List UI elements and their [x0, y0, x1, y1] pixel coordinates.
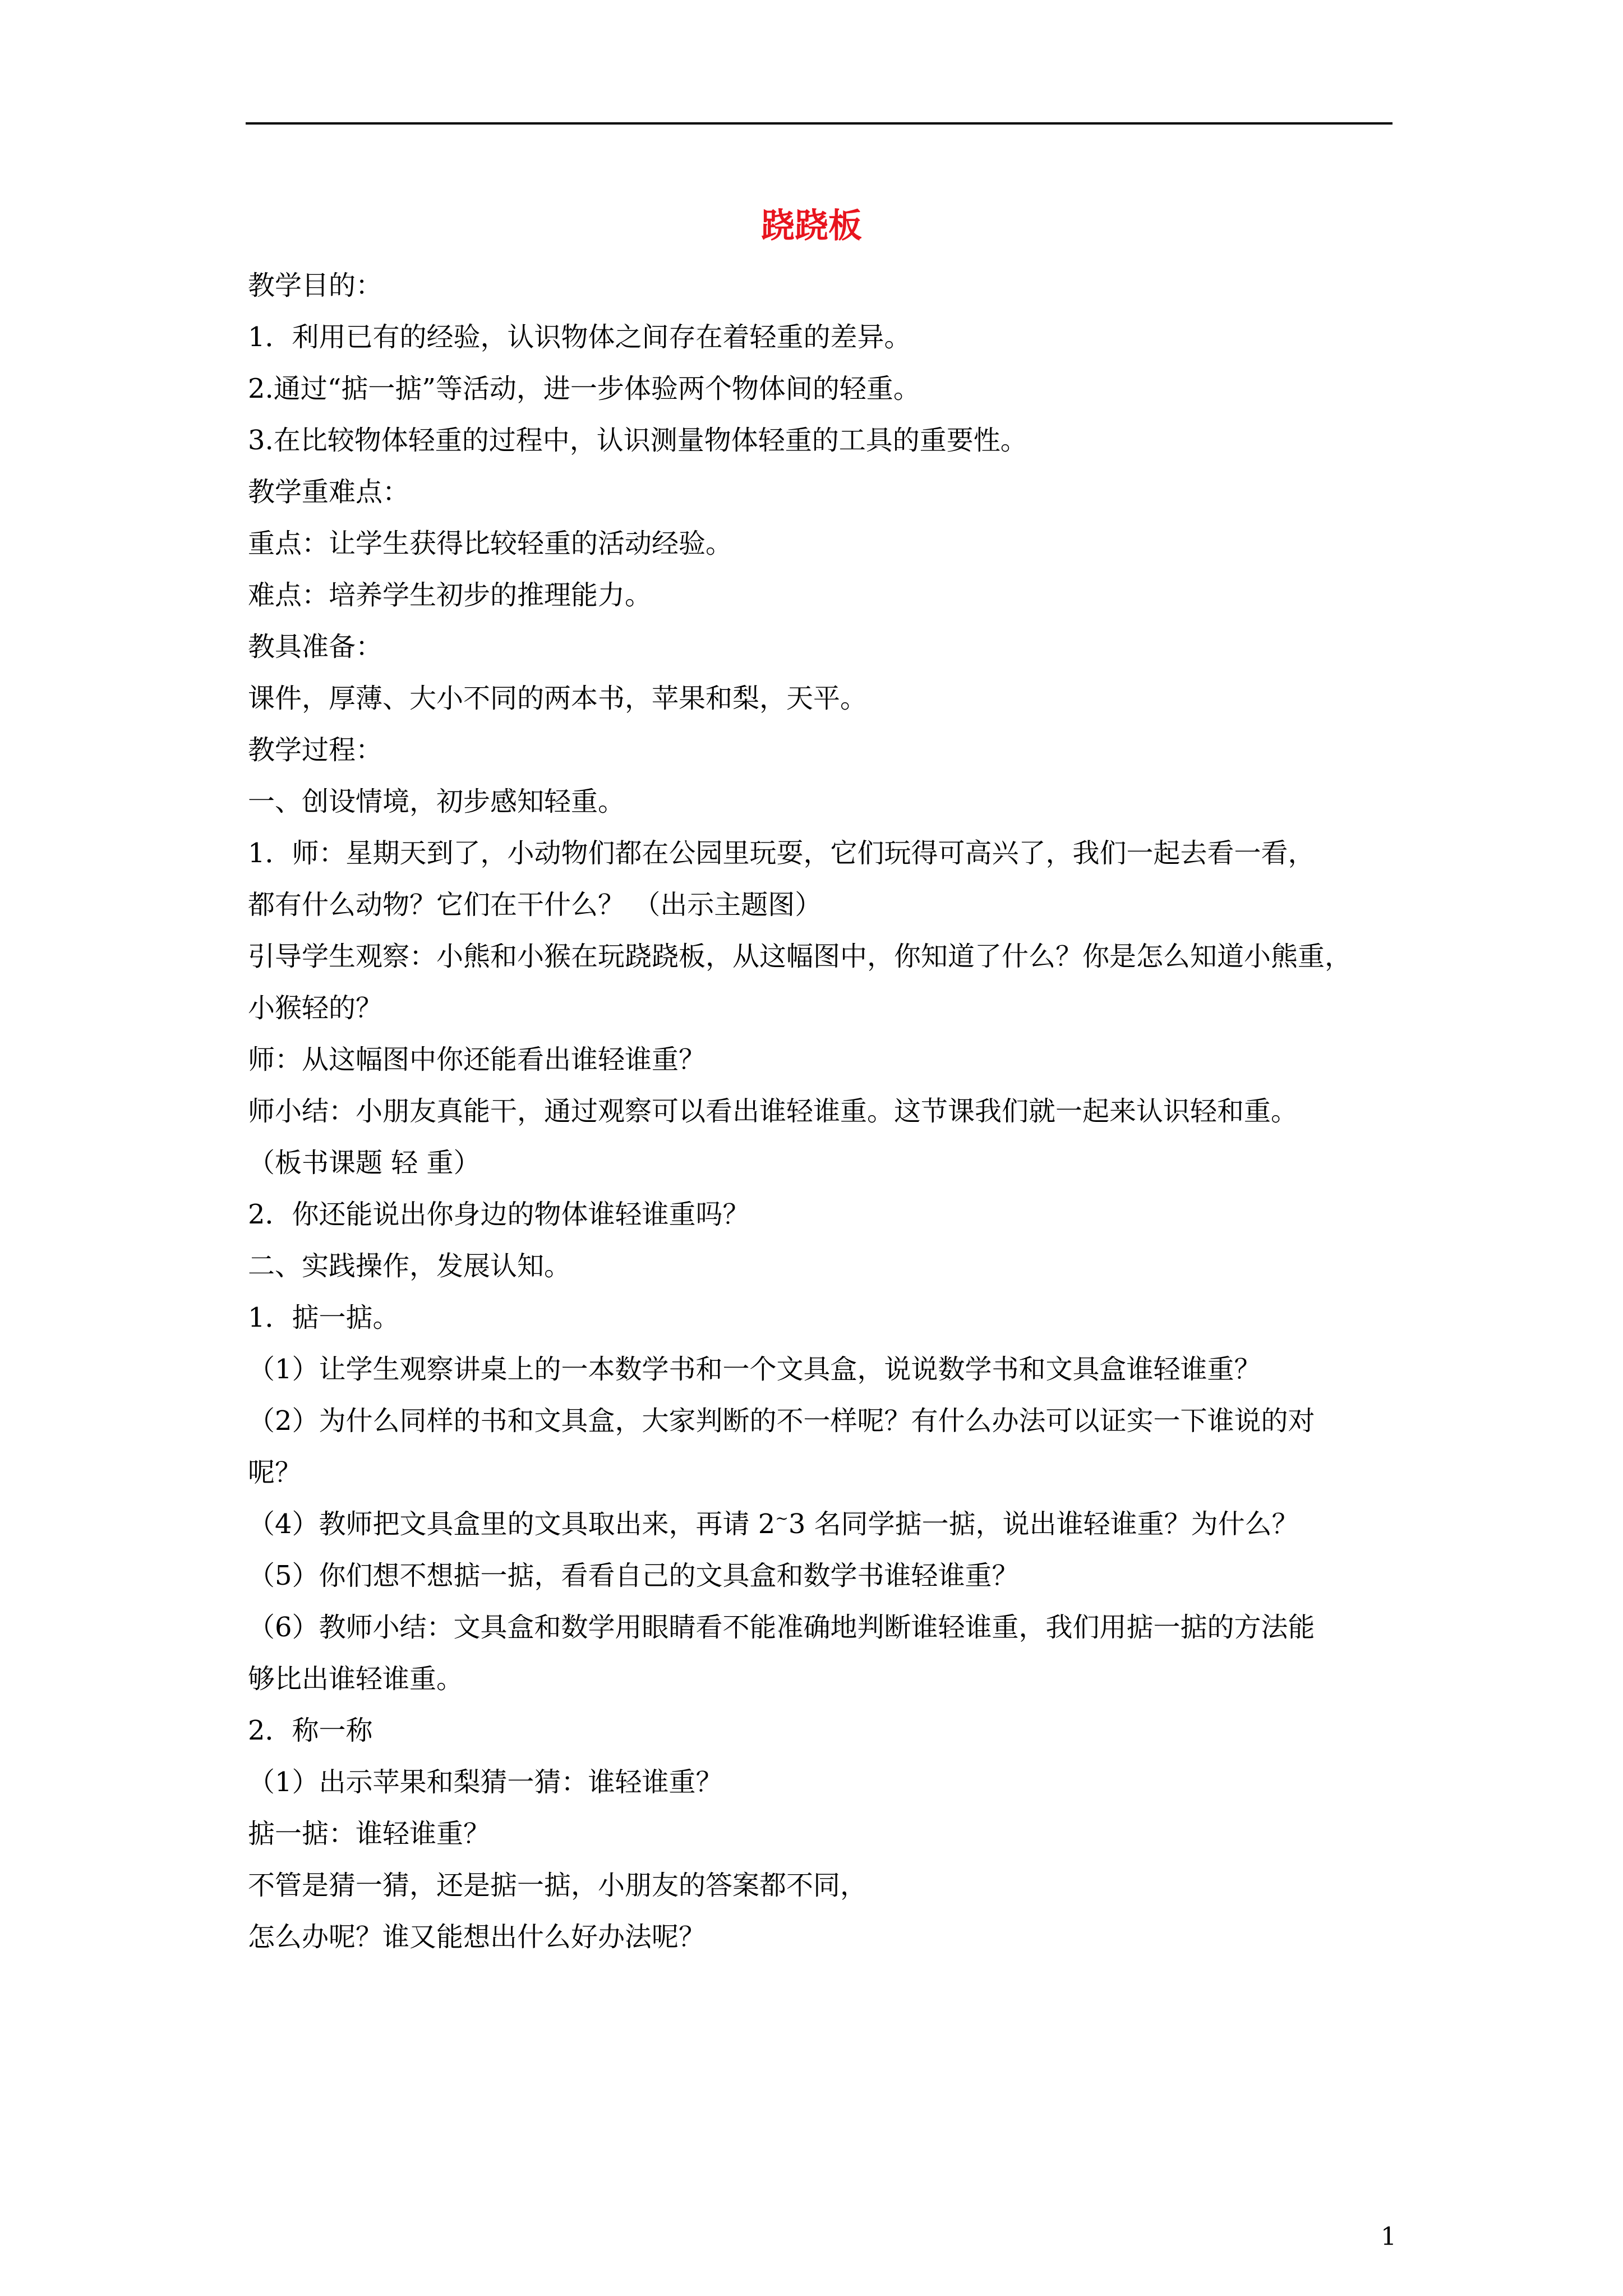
paragraph: 小猴轻的？	[248, 992, 383, 1024]
paragraph: 师：从这幅图中你还能看出谁轻谁重？	[248, 1044, 706, 1075]
paragraph: 1．师：星期天到了，小动物们都在公园里玩耍，它们玩得可高兴了，我们一起去看一看，	[248, 838, 1315, 869]
paragraph: 难点：培养学生初步的推理能力。	[248, 579, 652, 611]
paragraph: 一、创设情境，初步感知轻重。	[248, 786, 625, 817]
page-number: 1	[1381, 2223, 1396, 2251]
paragraph: （1）让学生观察讲桌上的一本数学书和一个文具盒，说说数学书和文具盒谁轻谁重？	[248, 1354, 1261, 1385]
page-title: 跷跷板	[761, 206, 862, 246]
paragraph-text-before: （4）教师把文具盒里的文具取出来，再请 2	[248, 1508, 776, 1540]
paragraph: （板书课题 轻 重）	[248, 1147, 481, 1179]
paragraph: 掂一掂：谁轻谁重？	[248, 1818, 491, 1849]
paragraph: 呢？	[248, 1457, 302, 1488]
paragraph: 教学目的：	[248, 270, 383, 301]
paragraph: 1．掂一掂。	[248, 1302, 400, 1333]
paragraph: 二、实践操作，发展认知。	[248, 1250, 571, 1282]
paragraph: 够比出谁轻谁重。	[248, 1663, 464, 1695]
paragraph: 重点：让学生获得比较轻重的活动经验。	[248, 528, 733, 559]
paragraph: 2．称一称	[248, 1715, 373, 1746]
paragraph: 2．你还能说出你身边的物体谁轻谁重吗？	[248, 1199, 750, 1230]
paragraph: 怎么办呢？谁又能想出什么好办法呢？	[248, 1921, 706, 1953]
paragraph: 2.通过“掂一掂”等活动，进一步体验两个物体间的轻重。	[248, 373, 920, 404]
paragraph-text-after: 3 名同学掂一掂，说出谁轻谁重？为什么？	[788, 1508, 1299, 1540]
header-rule	[246, 122, 1393, 125]
superscript-tilde: ~	[775, 1509, 789, 1527]
paragraph: （5）你们想不想掂一掂，看看自己的文具盒和数学书谁轻谁重？	[248, 1560, 1019, 1591]
paragraph: 教学重难点：	[248, 476, 410, 508]
document-body	[248, 260, 1398, 1963]
paragraph: 课件，厚薄、大小不同的两本书，苹果和梨，天平。	[248, 683, 868, 714]
paragraph: 都有什么动物？它们在干什么？ （出示主题图）	[248, 889, 822, 921]
paragraph: 不管是猜一猜，还是掂一掂，小朋友的答案都不同，	[248, 1870, 868, 1901]
paragraph: 教具准备：	[248, 631, 383, 662]
paragraph: 教学过程：	[248, 734, 383, 766]
paragraph: （6）教师小结：文具盒和数学用眼睛看不能准确地判断谁轻谁重，我们用掂一掂的方法能	[248, 1612, 1315, 1643]
paragraph: 引导学生观察：小熊和小猴在玩跷跷板，从这幅图中，你知道了什么？你是怎么知道小熊重，	[248, 941, 1352, 972]
paragraph: 1．利用已有的经验，认识物体之间存在着轻重的差异。	[248, 321, 911, 353]
paragraph: 3.在比较物体轻重的过程中，认识测量物体轻重的工具的重要性。	[248, 425, 1027, 456]
paragraph: （1）出示苹果和梨猜一猜：谁轻谁重？	[248, 1766, 723, 1798]
paragraph: （2）为什么同样的书和文具盒，大家判断的不一样呢？有什么办法可以证实一下谁说的对	[248, 1405, 1315, 1437]
paragraph: 师小结：小朋友真能干，通过观察可以看出谁轻谁重。这节课我们就一起来认识轻和重。	[248, 1096, 1298, 1127]
paragraph-with-superscript	[248, 1498, 1398, 1550]
